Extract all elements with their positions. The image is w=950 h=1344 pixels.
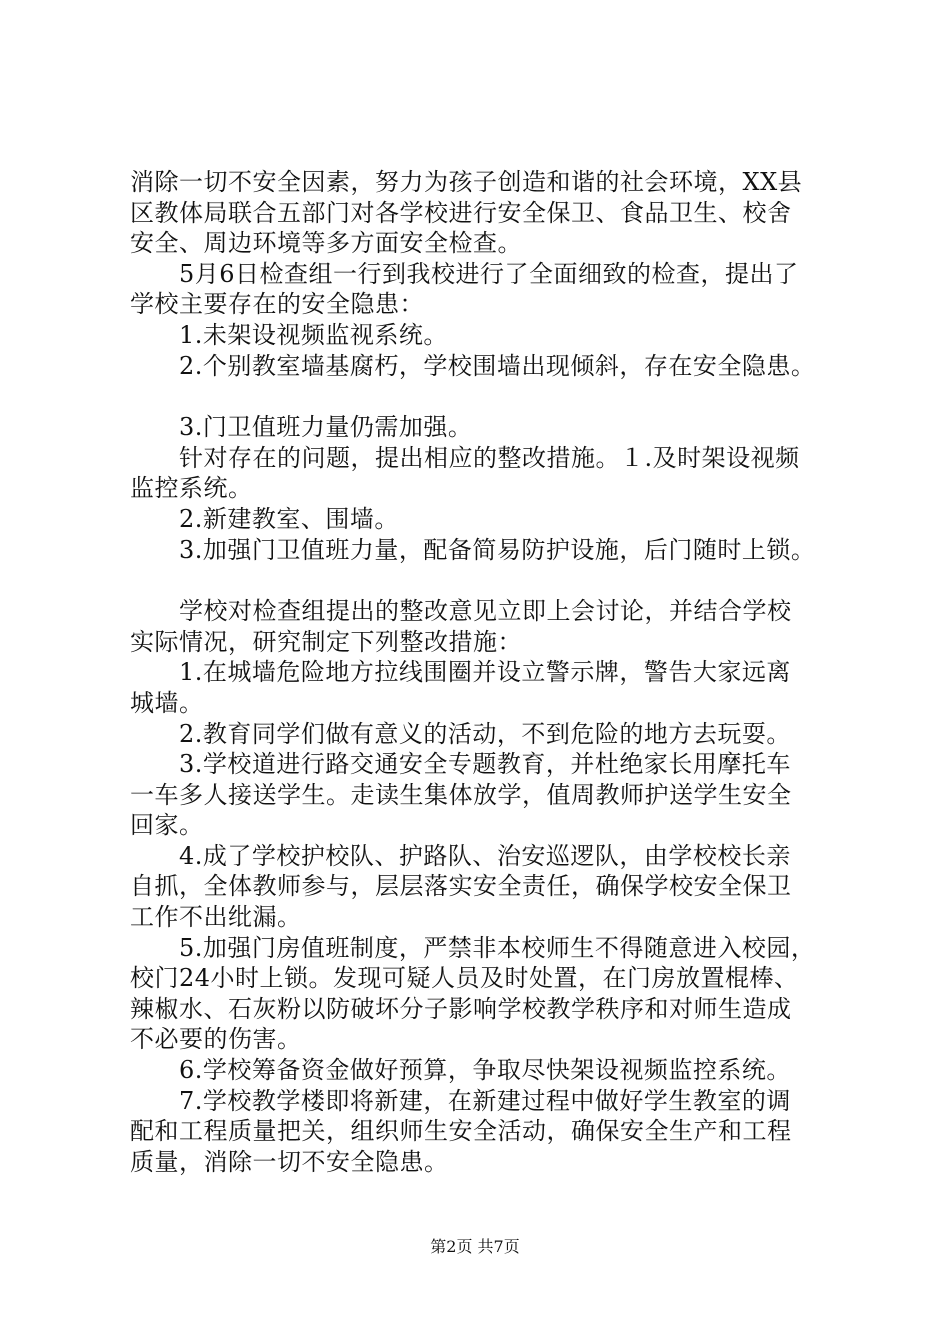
- list-item: 2.个别教室墙基腐朽，学校围墙出现倾斜，存在安全隐患。: [179, 351, 816, 380]
- list-item: 6.学校筹备资金做好预算，争取尽快架设视频监控系统。: [179, 1056, 791, 1085]
- text-line: 5月6日检查组一行到我校进行了全面细致的检查，提出了: [179, 259, 799, 288]
- text-line: 学校主要存在的安全隐患：: [130, 290, 424, 319]
- list-item: 3.加强门卫值班力量，配备简易防护设施，后门随时上锁。: [179, 535, 816, 564]
- text-line: 配和工程质量把关，组织师生安全活动，确保安全生产和工程: [130, 1117, 792, 1146]
- list-item: 1.在城墙危险地方拉线围圈并设立警示牌，警告大家远离: [179, 658, 791, 687]
- page-footer: [0, 1237, 950, 1257]
- text-line: 消除一切不安全因素，努力为孩子创造和谐的社会环境，XX县: [130, 168, 803, 196]
- list-item: 2.教育同学们做有意义的活动，不到危险的地方去玩耍。: [179, 719, 791, 748]
- text-line: 自抓，全体教师参与，层层落实安全责任，确保学校安全保卫: [130, 872, 792, 901]
- text-line: 一车多人接送学生。走读生集体放学，值周教师护送学生安全: [130, 780, 792, 809]
- paragraph-gap: [130, 565, 830, 596]
- list-item: 3.学校道进行路交通安全专题教育，并杜绝家长用摩托车: [179, 750, 791, 779]
- text-line: 实际情况，研究制定下列整改措施：: [130, 627, 522, 656]
- text-line: 学校对检查组提出的整改意见立即上会讨论，并结合学校: [179, 597, 792, 626]
- list-item: 4.成了学校护校队、护路队、治安巡逻队，由学校校长亲: [179, 841, 791, 870]
- list-item: 3.门卫值班力量仍需加强。: [179, 413, 473, 442]
- text-line: 回家。: [130, 811, 204, 840]
- list-item: 1.未架设视频监视系统。: [179, 320, 448, 349]
- text-line: 针对存在的问题，提出相应的整改措施。１.及时架设视频: [179, 443, 800, 472]
- text-line: 区教体局联合五部门对各学校进行安全保卫、食品卫生、校舍: [130, 198, 792, 227]
- text-line: 质量，消除一切不安全隐患。: [130, 1147, 449, 1176]
- list-item: 5.加强门房值班制度，严禁非本校师生不得随意进入校园，: [179, 933, 816, 962]
- text-line: 校门24小时上锁。发现可疑人员及时处置，在门房放置棍棒、: [130, 964, 799, 993]
- text-line: 工作不出纰漏。: [130, 903, 302, 932]
- text-line: 辣椒水、石灰粉以防破坏分子影响学校教学秩序和对师生造成: [130, 994, 792, 1023]
- text-line: 安全、周边环境等多方面安全检查。: [130, 229, 522, 258]
- text-line: 监控系统。: [130, 474, 253, 503]
- text-line: 城墙。: [130, 688, 204, 717]
- list-item: 2.新建教室、围墙。: [179, 504, 399, 533]
- paragraph-gap: [130, 381, 830, 412]
- text-line: 不必要的伤害。: [130, 1025, 302, 1054]
- document-body: [130, 167, 830, 1177]
- list-item: 7.学校教学楼即将新建，在新建过程中做好学生教室的调: [179, 1086, 791, 1115]
- page-indicator: 第2页 共7页: [430, 1237, 520, 1256]
